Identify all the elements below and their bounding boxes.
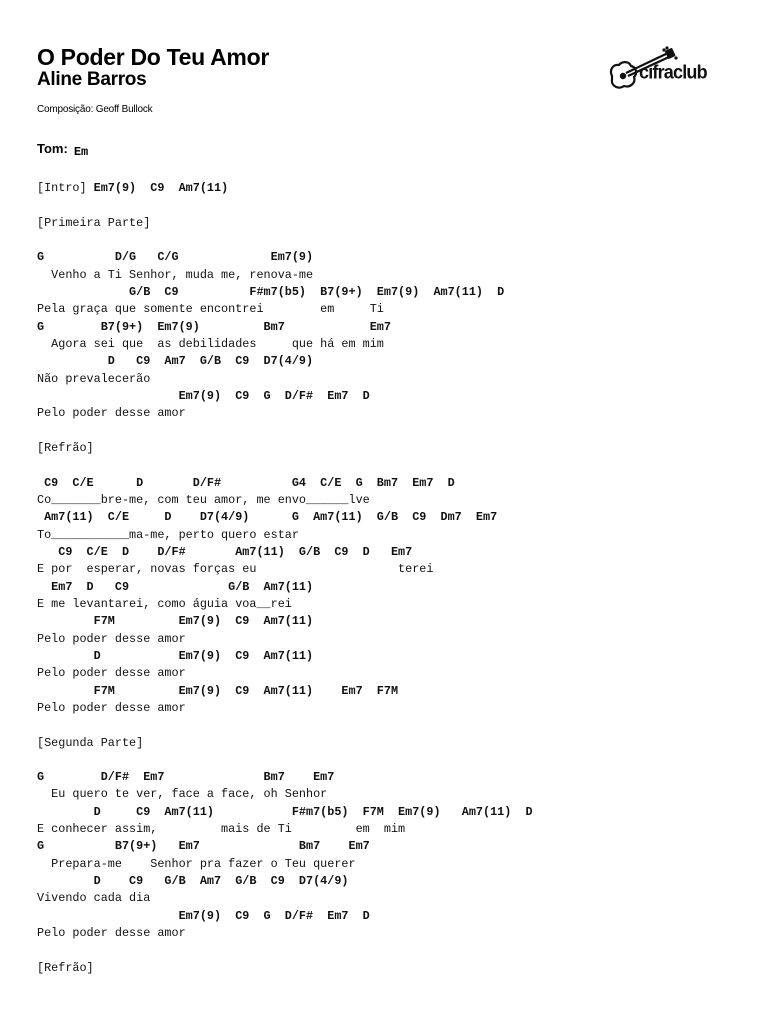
blank-line <box>37 717 533 734</box>
chord-line[interactable]: C9 C/E D D/F# G4 C/E G Bm7 Em7 D <box>37 475 455 490</box>
blank-line <box>37 752 533 769</box>
chord-line[interactable]: D C9 Am7 G/B C9 D7(4/9) <box>37 354 314 369</box>
lyric-line: Eu quero te ver, face a face, oh Senhor <box>37 787 328 802</box>
blank-line <box>37 942 533 959</box>
chord-line[interactable]: C9 C/E D D/F# Am7(11) G/B C9 D Em7 <box>37 544 413 559</box>
lyric-line: Agora sei que as debilidades que há em mim <box>37 336 384 351</box>
lyric-line: E conhecer assim, mais de Ti em mim <box>37 822 406 837</box>
lyric-line: Venho a Ti Senhor, muda me, renova-me <box>37 267 314 282</box>
blank-line <box>37 423 533 440</box>
intro-label: [Intro] <box>37 181 94 195</box>
song-key <box>37 141 88 158</box>
lyric-line: Pelo poder desse amor <box>37 631 186 646</box>
chord-line[interactable]: F7M Em7(9) C9 Am7(11) Em7 F7M <box>37 683 399 698</box>
chord-line[interactable]: D Em7(9) C9 Am7(11) <box>37 648 314 663</box>
lyric-line: E por esperar, novas forças eu terei <box>37 562 434 577</box>
lyric-line: E me levantarei, como águia voa__rei <box>37 596 292 611</box>
lyric-line: Prepara-me Senhor pra fazer o Teu querer <box>37 856 356 871</box>
blank-line <box>37 232 533 249</box>
chord-line[interactable]: Em7 D C9 G/B Am7(11) <box>37 579 314 594</box>
chord-line[interactable]: G/B C9 F#m7(b5) B7(9+) Em7(9) Am7(11) D <box>37 284 505 299</box>
lyric-line: Pelo poder desse amor <box>37 926 186 941</box>
chord-line[interactable]: G D/G C/G Em7(9) <box>37 250 314 265</box>
lyric-line: Não prevalecerão <box>37 371 151 386</box>
blank-line <box>37 457 533 474</box>
chord-line[interactable]: Am7(11) C/E D D7(4/9) G Am7(11) G/B C9 Dm7 Em7 <box>37 510 498 525</box>
logo-wordmark: cifraclub <box>639 61 707 83</box>
lyric-line: Pelo poder desse amor <box>37 406 186 421</box>
chord-line[interactable]: D C9 G/B Am7 G/B C9 D7(4/9) <box>37 874 349 889</box>
lyric-line: Vivendo cada dia <box>37 891 151 906</box>
composer-credit: Composição: Geoff Bullock <box>37 104 153 115</box>
chord-line[interactable]: Em7(9) C9 G D/F# Em7 D <box>37 908 370 923</box>
section-label: [Primeira Parte] <box>37 215 151 230</box>
tom-key[interactable]: Em <box>73 145 89 159</box>
chord-line[interactable]: G D/F# Em7 Bm7 Em7 <box>37 770 335 785</box>
section-label: [Refrão] <box>37 960 94 975</box>
blank-line <box>37 197 533 214</box>
chord-line[interactable]: F7M Em7(9) C9 Am7(11) <box>37 614 314 629</box>
chord-line[interactable]: D C9 Am7(11) F#m7(b5) F7M Em7(9) Am7(11) D <box>37 804 533 819</box>
lyric-line: To___________ma-me, perto quero estar <box>37 527 299 542</box>
lyric-line: Co_______bre-me, com teu amor, me envo______lve <box>37 492 370 507</box>
section-label: [Segunda Parte] <box>37 735 144 750</box>
lyric-line: Pelo poder desse amor <box>37 666 186 681</box>
lyric-line: Pelo poder desse amor <box>37 700 186 715</box>
tom-label: Tom: <box>37 141 68 156</box>
chord-line[interactable]: G B7(9+) Em7 Bm7 Em7 <box>37 839 370 854</box>
song-title: O Poder Do Teu Amor <box>37 44 269 70</box>
chord-line[interactable]: Em7(9) C9 G D/F# Em7 D <box>37 388 370 403</box>
cifraclub-logo[interactable] <box>606 46 724 96</box>
lyric-line <box>37 180 533 197</box>
artist-name[interactable]: Aline Barros <box>37 69 147 90</box>
chord-sheet <box>37 180 533 977</box>
intro-chords[interactable]: Em7(9) C9 Am7(11) <box>93 181 229 195</box>
chord-line[interactable]: G B7(9+) Em7(9) Bm7 Em7 <box>37 319 391 334</box>
lyric-line: Pela graça que somente encontrei em Ti <box>37 302 384 317</box>
section-label: [Refrão] <box>37 440 94 455</box>
